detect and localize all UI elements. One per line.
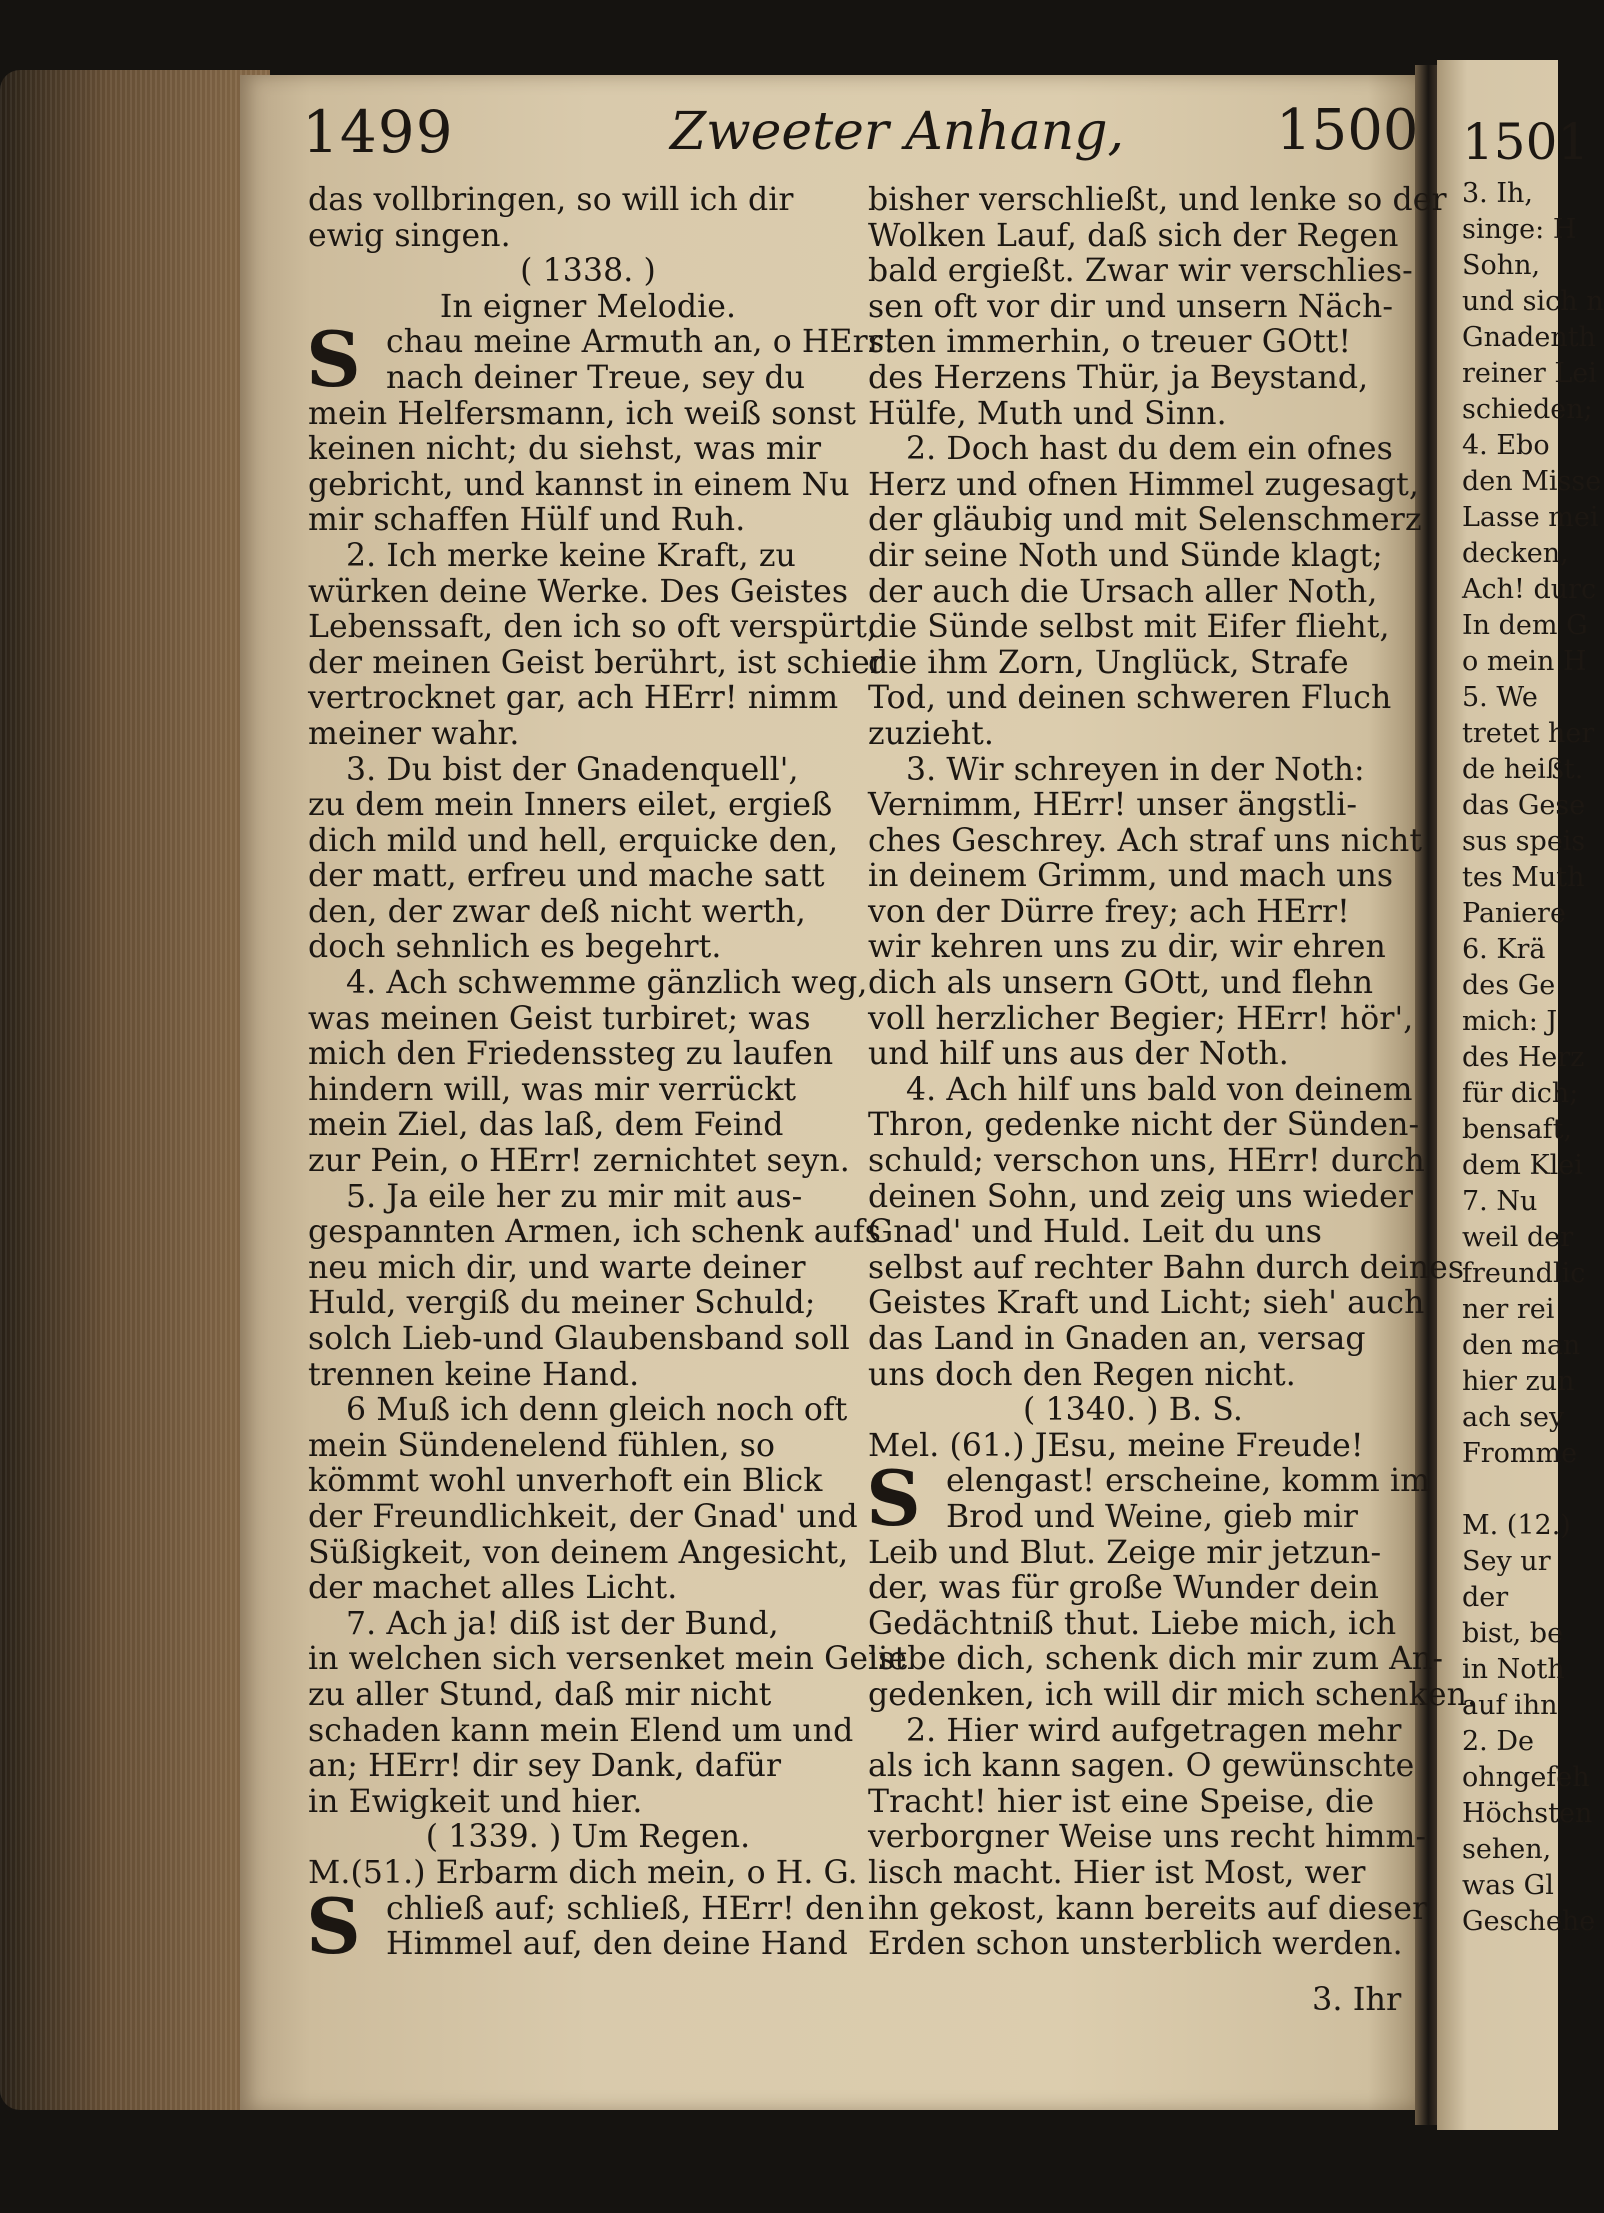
line-text: bald ergießt. Zwar wir verschlies- <box>868 253 1413 290</box>
next-page-line: Paniere <box>1462 898 1566 929</box>
line-text: Gedächtniß thut. Liebe mich, ich <box>868 1605 1397 1642</box>
line-text: ( 1339. ) Um Regen. <box>425 1819 751 1856</box>
catchword: 3. Ihr <box>1312 1980 1402 2018</box>
text-line <box>308 1180 868 1216</box>
line-text: bisher verschließt, und lenke so der <box>868 182 1447 218</box>
line-text: in welchen sich versenket mein Geist <box>308 1641 908 1678</box>
line-text: Gnad' und Huld. Leit du uns <box>868 1214 1323 1251</box>
line-text: Huld, vergiß du meiner Schuld; <box>308 1285 816 1322</box>
next-page-line: sus speis <box>1462 826 1586 857</box>
text-line <box>868 1641 1444 1678</box>
next-page-line: 3. Ih, <box>1462 178 1533 209</box>
line-text: der Freundlichkeit, der Gnad' und <box>308 1498 858 1535</box>
line-text: zu aller Stund, daß mir nicht <box>308 1676 772 1713</box>
line-text: Erden schon unsterblich werden. <box>868 1926 1403 1963</box>
line-text: meiner wahr. <box>308 715 520 752</box>
line-text: Hülfe, Muth und Sinn. <box>868 395 1227 432</box>
running-title: Zweeter Anhang, <box>670 102 1125 162</box>
line-text: verborgner Weise uns recht himm- <box>868 1819 1427 1856</box>
line-text: 6 Muß ich denn gleich noch oft <box>346 1392 848 1429</box>
text-line <box>868 1819 1427 1856</box>
line-text: den, der zwar deß nicht werth, <box>308 893 806 930</box>
text-line <box>308 539 868 575</box>
text-line <box>308 361 868 397</box>
next-page-line: ach sey <box>1462 1402 1565 1433</box>
line-text: 2. Ich merke keine Kraft, zu <box>346 537 796 574</box>
next-page-number: 1501 <box>1462 113 1590 171</box>
next-page-line: und sich n <box>1462 286 1604 317</box>
next-page-line: Sey ur <box>1462 1546 1551 1577</box>
next-page-line: tes Muth <box>1462 862 1585 893</box>
line-text: ( 1338. ) <box>520 253 656 290</box>
next-page-line: o mein H <box>1462 646 1587 677</box>
next-page-line: reiner Lei <box>1462 358 1597 389</box>
line-text: ihn gekost, kann bereits auf dieser <box>868 1890 1428 1927</box>
next-page-line: In dem G <box>1462 610 1588 641</box>
text-line <box>868 753 1398 789</box>
line-text: Herz und ofnen Himmel zugesagt, <box>868 466 1419 503</box>
text-line <box>868 290 1398 326</box>
text-line <box>308 1073 868 1109</box>
text-line <box>868 1926 1403 1963</box>
line-text: uns doch den Regen nicht. <box>868 1356 1296 1393</box>
text-line <box>308 1927 868 1963</box>
line-text: mir schaffen Hülf und Ruh. <box>308 502 746 539</box>
line-text: wir kehren uns zu dir, wir ehren <box>868 929 1386 966</box>
line-text: M.(51.) Erbarm dich mein, o H. G. <box>308 1854 858 1891</box>
line-text: vertrocknet gar, ach HErr! nimm <box>308 680 839 717</box>
line-text: mein Sündenelend fühlen, so <box>308 1427 776 1464</box>
text-line <box>308 930 868 966</box>
line-text: der meinen Geist berührt, ist schier <box>308 644 885 681</box>
next-page-line <box>1462 1472 1604 1508</box>
text-line <box>308 1856 868 1892</box>
text-line <box>868 219 1398 255</box>
text-line <box>308 966 868 1002</box>
line-text: von der Dürre frey; ach HErr! <box>868 893 1350 930</box>
line-text: neu mich dir, und warte deiner <box>308 1249 806 1286</box>
text-line <box>308 1144 868 1180</box>
text-line <box>308 503 868 539</box>
text-line <box>308 1108 868 1144</box>
line-text: lisch macht. Hier ist Most, wer <box>868 1854 1366 1891</box>
text-line <box>868 1536 1398 1572</box>
line-text: ( 1340. ) B. S. <box>1023 1392 1243 1429</box>
text-line <box>868 1037 1398 1073</box>
next-page-line: hier zun <box>1462 1366 1575 1397</box>
text-line <box>868 253 1413 290</box>
next-page-line: Sohn, <box>1462 250 1541 281</box>
text-line <box>868 466 1419 504</box>
line-text: doch sehnlich es begehrt. <box>308 929 722 966</box>
line-text: als ich kann sagen. O gewünschte <box>868 1748 1415 1785</box>
line-text: 2. Doch hast du dem ein ofnes <box>906 431 1393 468</box>
text-line <box>868 1890 1428 1928</box>
line-text: dich mild und hell, erquicke den, <box>308 822 839 859</box>
text-line <box>868 681 1398 717</box>
drop-capital: S <box>306 1881 361 1971</box>
text-line <box>308 1607 868 1643</box>
line-text: Vernimm, HErr! unser ängstli- <box>868 787 1358 824</box>
next-page-line: weil der <box>1462 1222 1574 1253</box>
text-line <box>308 1286 868 1322</box>
line-text: mein Ziel, das laß, dem Feind <box>308 1107 784 1144</box>
text-line <box>868 822 1423 860</box>
next-page-line: 7. Nu <box>1462 1186 1538 1217</box>
line-text: chließ auf; schließ, HErr! den <box>386 1890 865 1927</box>
line-text: mich den Friedenssteg zu laufen <box>308 1036 834 1073</box>
text-line <box>868 1249 1465 1287</box>
line-text: und hilf uns aus der Noth. <box>868 1036 1289 1073</box>
line-text: Tracht! hier ist eine Speise, die <box>868 1783 1375 1820</box>
text-line <box>868 1856 1398 1892</box>
text-line <box>308 397 868 433</box>
text-line <box>868 1712 1402 1750</box>
text-line <box>868 1607 1398 1643</box>
line-text: keinen nicht; du siehst, was mir <box>308 431 822 468</box>
text-line <box>308 788 868 824</box>
right-text-column <box>866 182 1478 1963</box>
line-text: gedenken, ich will dir mich schenken. <box>868 1676 1478 1713</box>
line-text: 4. Ach schwemme gänzlich weg, <box>346 965 868 1002</box>
next-page-line: in Noth <box>1462 1654 1565 1685</box>
text-line <box>868 788 1398 824</box>
next-page-line: auf ihn <box>1462 1690 1558 1721</box>
line-text: der machet alles Licht. <box>308 1570 678 1607</box>
left-text-column <box>306 182 908 1971</box>
text-line <box>868 1676 1478 1714</box>
text-line <box>308 609 878 646</box>
line-text: gespannten Armen, ich schenk aufs <box>308 1214 882 1251</box>
drop-capital: S <box>306 315 361 405</box>
line-text: 2. Hier wird aufgetragen mehr <box>906 1712 1402 1749</box>
text-line <box>308 895 868 931</box>
line-text: chau meine Armuth an, o HErr! <box>386 324 896 361</box>
text-line <box>868 1322 1398 1358</box>
text-line <box>868 1143 1425 1180</box>
next-page-line: den man <box>1462 1330 1581 1361</box>
line-text: voll herzlicher Begier; HErr! hör', <box>868 1000 1414 1037</box>
drop-capital: S <box>866 1454 921 1544</box>
text-line <box>308 1322 868 1358</box>
line-text: was meinen Geist turbiret; was <box>308 1000 811 1037</box>
line-text: der gläubig und mit Selenschmerz <box>868 502 1422 539</box>
next-page-line: Geschehe <box>1462 1906 1596 1937</box>
left-page-number: 1499 <box>302 98 454 166</box>
text-line <box>308 468 868 504</box>
next-page-line: 4. Ebo <box>1462 430 1550 461</box>
line-text: der matt, erfreu und mache satt <box>308 858 825 895</box>
line-text: liebe dich, schenk dich mir zum An- <box>868 1641 1444 1678</box>
line-text: in Ewigkeit und hier. <box>308 1783 643 1820</box>
text-line <box>868 1178 1413 1216</box>
text-line <box>868 182 1447 219</box>
text-line <box>868 539 1398 575</box>
next-page-line: 5. We <box>1462 682 1538 713</box>
line-text: Wolken Lauf, daß sich der Regen <box>868 217 1399 254</box>
next-page-line: tretet her <box>1462 718 1595 749</box>
line-text: Tod, und deinen schweren Fluch <box>868 680 1392 717</box>
text-line <box>308 1464 868 1500</box>
next-page-line: Gnadenth <box>1462 322 1596 353</box>
line-text: schuld; verschon uns, HErr! durch <box>868 1143 1425 1180</box>
text-line <box>868 930 1398 966</box>
next-page-line: den Misse <box>1462 466 1602 497</box>
text-line <box>868 1215 1398 1251</box>
next-page-line: ner rei <box>1462 1294 1555 1325</box>
next-page-line: das Gese <box>1462 790 1586 821</box>
line-text: mein Helfersmann, ich weiß sonst <box>308 395 857 432</box>
line-text: Thron, gedenke nicht der Sünden- <box>868 1107 1420 1144</box>
text-line <box>308 717 868 753</box>
line-text: Geistes Kraft und Licht; sieh' auch <box>868 1285 1425 1322</box>
next-page-line: was Gl <box>1462 1870 1554 1901</box>
text-line <box>868 502 1422 539</box>
text-line <box>868 895 1398 931</box>
text-line <box>868 1000 1414 1038</box>
text-line <box>868 1785 1398 1821</box>
line-text: nach deiner Treue, sey du <box>386 359 806 396</box>
line-text: ewig singen. <box>308 217 511 254</box>
line-text: das Land in Gnaden an, versag <box>868 1321 1366 1357</box>
text-line <box>868 1071 1413 1109</box>
line-text: sten immerhin, o treuer GOtt! <box>868 324 1352 361</box>
line-text: elengast! erscheine, komm im <box>946 1463 1431 1500</box>
next-page-line: sehen, <box>1462 1834 1552 1865</box>
line-text: Leib und Blut. Zeige mir jetzun- <box>868 1534 1382 1571</box>
text-line <box>308 183 868 219</box>
line-text: das vollbringen, so will ich dir <box>308 182 794 218</box>
text-line <box>868 1393 1398 1429</box>
line-text: in deinem Grimm, und mach uns <box>868 858 1394 895</box>
next-page-line: 6. Krä <box>1462 934 1546 965</box>
line-text: 4. Ach hilf uns bald von deinem <box>906 1071 1413 1108</box>
text-line <box>308 753 868 789</box>
text-line <box>308 1536 868 1572</box>
text-line <box>868 325 1398 361</box>
line-text: kömmt wohl unverhoft ein Blick <box>308 1463 823 1500</box>
next-page-line: schieden; <box>1462 394 1593 425</box>
line-text: gebricht, und kannst in einem Nu <box>308 466 850 503</box>
next-page-line: mich: J <box>1462 1006 1558 1037</box>
line-text: dir seine Noth und Sünde klagt; <box>868 537 1383 574</box>
text-line <box>308 254 868 290</box>
line-text: Süßigkeit, von deinem Angesicht, <box>308 1534 849 1571</box>
line-text: 3. Du bist der Gnadenquell', <box>346 751 799 788</box>
text-line <box>308 1500 868 1536</box>
line-text: des Herzens Thür, ja Beystand, <box>868 359 1369 396</box>
text-line <box>308 1251 868 1287</box>
line-text: zu dem mein Inners eilet, ergieß <box>308 787 833 824</box>
line-text: Mel. (61.) JEsu, meine Freude! <box>868 1427 1364 1464</box>
next-page-line: freundlic <box>1462 1258 1586 1289</box>
text-line <box>308 1214 882 1251</box>
text-line <box>868 432 1398 468</box>
line-text: selbst auf rechter Bahn durch deines <box>868 1249 1465 1286</box>
next-page-line: Fromme <box>1462 1438 1578 1469</box>
line-text: 5. Ja eile her zu mir mit aus- <box>346 1178 803 1215</box>
line-text: sen oft vor dir und unsern Näch- <box>868 288 1394 325</box>
next-page-line: M. (12.) <box>1462 1510 1571 1541</box>
page-header <box>290 98 1419 168</box>
line-text: an; HErr! dir sey Dank, dafür <box>308 1748 782 1785</box>
text-line <box>308 824 868 860</box>
text-line <box>868 575 1398 611</box>
text-line <box>308 1678 868 1714</box>
next-page-line: decken, <box>1462 538 1569 569</box>
text-line <box>868 646 1398 682</box>
text-line <box>308 1358 868 1394</box>
text-line <box>308 432 868 468</box>
next-page-line: Ach! durc <box>1462 574 1597 605</box>
next-page-line: 2. De <box>1462 1726 1534 1757</box>
text-line <box>868 361 1398 397</box>
line-text: die ihm Zorn, Unglück, Strafe <box>868 644 1349 681</box>
line-text: würken deine Werke. Des Geistes <box>308 573 849 610</box>
text-line <box>308 1429 868 1465</box>
next-page-line: ohngefeh <box>1462 1762 1590 1793</box>
next-page-line: der <box>1462 1582 1509 1613</box>
text-line <box>308 1749 868 1785</box>
next-page-line: für dich; <box>1462 1078 1579 1109</box>
text-line <box>868 1429 1398 1465</box>
next-page-line: Höchsten <box>1462 1798 1593 1829</box>
line-text: ches Geschrey. Ach straf uns nicht <box>868 822 1423 859</box>
line-text: trennen keine Hand. <box>308 1356 640 1393</box>
line-text: zur Pein, o HErr! zernichtet seyn. <box>308 1143 850 1180</box>
text-line <box>308 219 868 255</box>
line-text: 3. Wir schreyen in der Noth: <box>906 751 1365 788</box>
line-text: Brod und Weine, gieb mir <box>946 1498 1359 1535</box>
line-text: deinen Sohn, und zeig uns wieder <box>868 1178 1413 1215</box>
right-page-number: 1500 <box>1276 98 1419 163</box>
text-line <box>868 717 1398 753</box>
text-line <box>308 1641 908 1678</box>
text-line <box>308 859 868 895</box>
book-gutter <box>1415 65 1437 2125</box>
text-line <box>308 1393 868 1429</box>
text-line <box>868 859 1398 895</box>
text-line <box>868 966 1398 1002</box>
text-line <box>868 397 1398 433</box>
line-text: dich als unsern GOtt, und flehn <box>868 965 1374 1002</box>
next-page-line: dem Klei <box>1462 1150 1583 1181</box>
text-line <box>308 575 868 611</box>
text-line <box>868 1748 1415 1785</box>
next-page-line: bensaft, <box>1462 1114 1573 1145</box>
line-text: 7. Ach ja! diß ist der Bund, <box>346 1605 779 1642</box>
text-line <box>308 1002 868 1038</box>
line-text: die Sünde selbst mit Eifer flieht, <box>868 609 1390 646</box>
next-page-line: des Ge <box>1462 970 1556 1001</box>
line-text: Himmel auf, den deine Hand <box>386 1926 848 1963</box>
text-line <box>868 1571 1398 1607</box>
next-page-line: de heißt. <box>1462 754 1584 785</box>
line-text: der auch die Ursach aller Noth, <box>868 573 1378 610</box>
line-text: In eigner Melodie. <box>439 288 737 325</box>
text-line <box>308 644 885 682</box>
text-line <box>308 681 868 717</box>
line-text: Lebenssaft, den ich so oft verspürt, <box>308 609 878 646</box>
text-line <box>308 1714 868 1750</box>
text-line <box>868 1285 1425 1322</box>
next-page-text-column <box>1462 112 1604 1940</box>
next-page-line: bist, be <box>1462 1618 1564 1649</box>
text-line <box>308 1037 868 1073</box>
text-line <box>308 1820 868 1856</box>
next-page-line: singe: H <box>1462 214 1577 245</box>
text-line <box>868 610 1398 646</box>
line-text: solch Lieb-und Glaubensband soll <box>308 1321 850 1357</box>
text-line <box>868 1358 1398 1394</box>
text-line <box>868 1500 1398 1536</box>
line-text: schaden kann mein Elend um und <box>308 1712 854 1749</box>
text-line <box>308 290 868 326</box>
text-line <box>868 1107 1420 1144</box>
line-text: zuzieht. <box>868 715 994 752</box>
text-line <box>308 1571 868 1607</box>
book-page-edge <box>0 70 270 2110</box>
next-page-line: Lasse mei <box>1462 502 1599 533</box>
line-text: hindern will, was mir verrückt <box>308 1071 797 1108</box>
line-text: der, was für große Wunder dein <box>868 1570 1379 1607</box>
text-line <box>308 1785 868 1821</box>
next-page-line: des Herz <box>1462 1042 1585 1073</box>
